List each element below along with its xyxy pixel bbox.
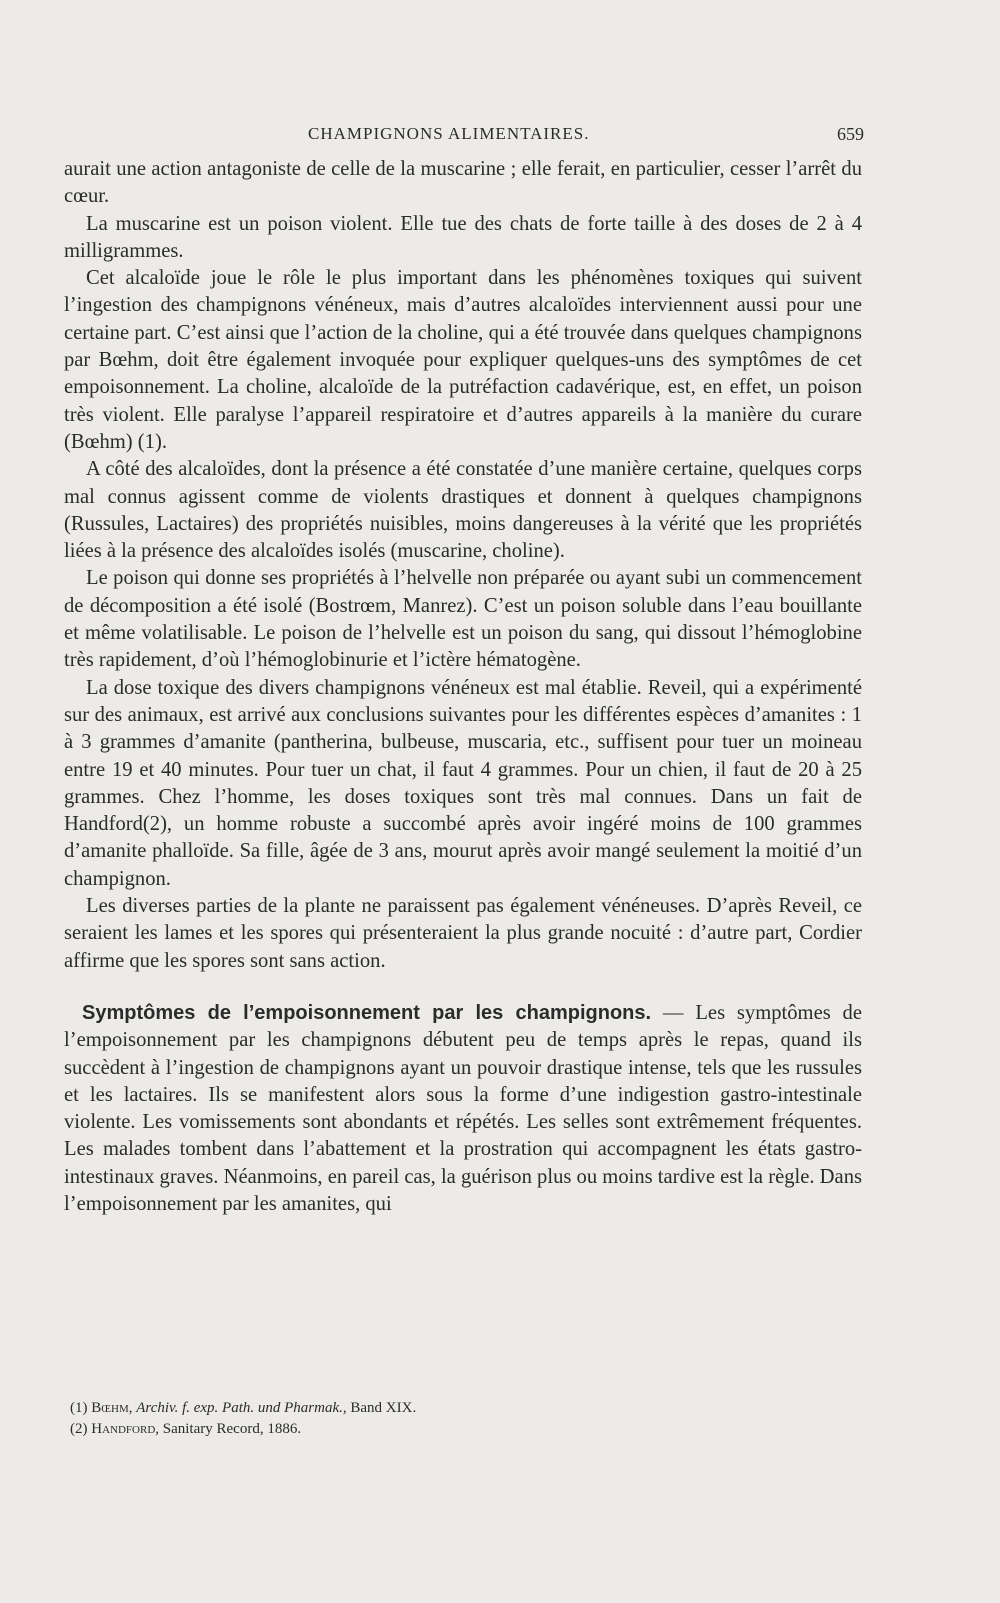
- footnote-2: [70, 1419, 850, 1440]
- page-number: 659: [837, 124, 864, 144]
- paragraph-3: [64, 265, 862, 456]
- footnote-1-journal: Archiv. f. exp. Path. und Pharmak.,: [136, 1400, 347, 1416]
- footnote-ref-2: (2: [142, 813, 161, 836]
- section-dash: —: [651, 1001, 696, 1024]
- footnote-ref-1: (1): [137, 430, 162, 453]
- paragraph-2: La muscarine est un poison violent. Elle tue des chats de forte taille à des doses de 2 à 4 milligrammes.: [64, 212, 862, 262]
- paragraph-6: [64, 675, 862, 893]
- paragraph-3-text: Cet alcaloïde joue le rôle le plus important dans les phénomènes toxiques qui suivent l’ingestion des champignons vénéneux, mais d’autres alcaloïdes interviennent aussi pour une certaine part. C’est ainsi que l’action de la choline, qui a été trouvée dans quelques champignons par Bœhm, doit être également invoquée pour expliquer quelques-uns des symptômes de cet empoisonnement. La choline, alcaloïde de la putréfaction cadavérique, est, en effet, un poison très violent. Elle paralyse l’appareil respiratoire et d’autres appareils à la manière du curare (Bœhm): [64, 267, 862, 453]
- body-text: [64, 156, 862, 1218]
- section-text: Les symptômes de l’empoisonnement par les champignons débutent peu de temps après le repas, quand ils succèdent à l’ingestion de champignons ayant un pouvoir drastique intense, tels que les russules et les lactaires. Ils se manifestent alors sous la forme d’une indigestion gastro-intestinale violente. Les vomissements sont abondants et répétés. Les selles sont extrêmement fréquentes. Les malades tombent dans l’abattement et la prostration qui accompagnent les états gastro-intestinaux graves. Néanmoins, en pareil cas, la guérison plus ou moins tardive est la règle. Dans l’empoisonnement par les amanites, qui: [64, 1001, 862, 1215]
- footnote-1-author: Bœhm,: [91, 1400, 133, 1416]
- section-heading: Symptômes de l’empoisonnement par les champignons.: [82, 1001, 652, 1024]
- section-symptoms: [64, 1000, 862, 1218]
- paragraph-3-end: .: [161, 430, 167, 453]
- paragraph-5: Le poison qui donne ses propriétés à l’helvelle non préparée ou ayant subi un commencement de décomposition a été isolé (Bostrœm, Manrez). C’est un poison soluble dans l’eau bouillante et même volatilisable. Le poison de l’helvelle est un poison du sang, qui dissout l’hémoglobine très rapidement, d’où l’hémoglobinurie et l’ictère hématogène.: [64, 567, 862, 672]
- footnote-2-mark: (2): [70, 1421, 88, 1437]
- running-head: [64, 124, 864, 154]
- paragraph-4: A côté des alcaloïdes, dont la présence a été constatée d’une manière certaine, quelques corps mal connus agissent comme de violents drastiques et donnent à quelques champignons (Russules, Lactaires) des propriétés nuisibles, moins dangereuses à la vérité que les propriétés liées à la présence des alcaloïdes isolés (muscarine, choline).: [64, 458, 862, 563]
- paragraph-6-text: La dose toxique des divers champignons vénéneux est mal établie. Reveil, qui a expérimenté sur des animaux, est arrivé aux conclusions suivantes pour les différentes espèces d’amanites : 1 à 3 grammes d’amanite (pantherina, bulbeuse, muscaria, etc., suffisent pour tuer un moineau entre 19 et 40 minutes. Pour tuer un chat, il faut 4 grammes. Pour un chien, il faut de 20 à 25 grammes. Chez l’homme, les doses toxiques sont très mal connues. Dans un fait de Handford: [64, 676, 862, 836]
- paragraph-7: Les diverses parties de la plante ne paraissent pas également vénéneuses. D’après Reveil, ce seraient les lames et les spores qui présenteraient la plus grande nocuité : d’autre part, Cordier affirme que les spores sont sans action.: [64, 895, 862, 972]
- footnote-2-author: Handford,: [91, 1421, 160, 1437]
- footnote-1-mark: (1): [70, 1400, 88, 1416]
- paragraph-6-rest: ), un homme robuste a succombé après avoir ingéré moins de 100 grammes d’amanite phalloïde. Sa fille, âgée de 3 ans, mourut après avoir mangé seulement la moitié d’un champignon.: [64, 813, 862, 890]
- paragraph-1: aurait une action antagoniste de celle de la muscarine ; elle ferait, en particulier, cesser l’arrêt du cœur.: [64, 158, 862, 208]
- footnote-1-rest: Band XIX.: [350, 1400, 417, 1416]
- footnote-2-rest: Sanitary Record, 1886.: [162, 1421, 302, 1437]
- running-title: CHAMPIGNONS ALIMENTAIRES.: [308, 124, 590, 143]
- footnote-1: [70, 1398, 850, 1419]
- footnotes: [70, 1398, 850, 1440]
